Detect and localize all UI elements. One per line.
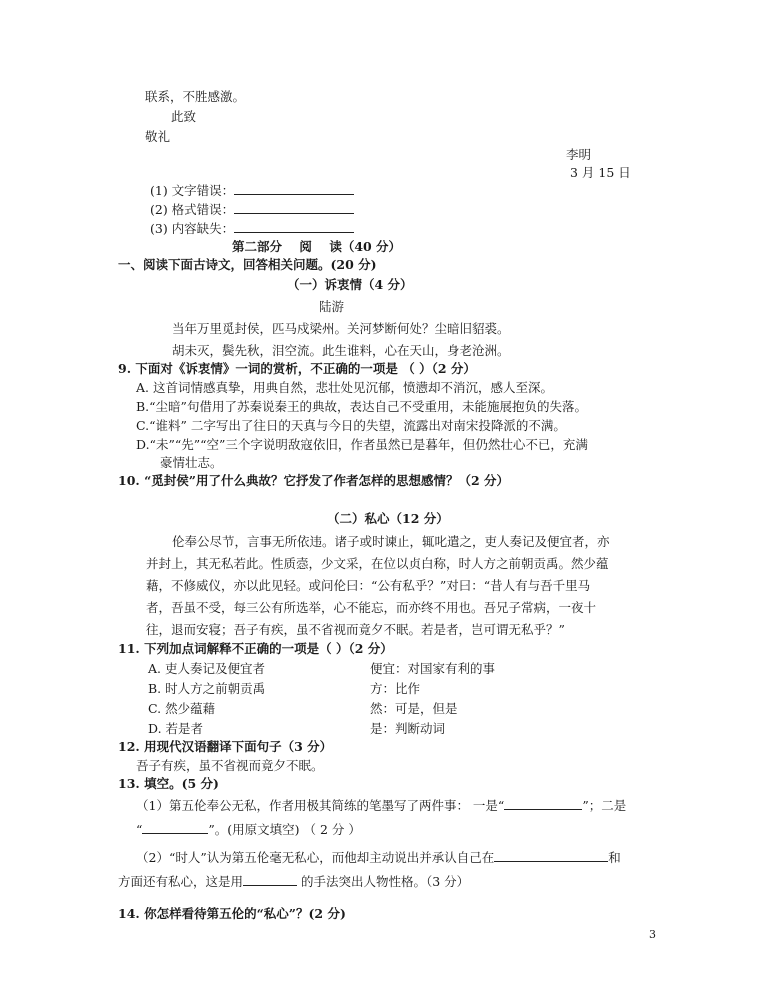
q11-option-word: A. 吏人奏记及便宜者 (148, 661, 265, 676)
q11-option-word: B. 时人方之前朝贡禹 (148, 681, 266, 696)
q9-option-d-cont: 豪情壮志。 (160, 455, 223, 470)
error-item: (3) 内容缺失： (150, 220, 354, 238)
answer-blank (494, 849, 608, 862)
prose-title: （二）私心（12 分） (327, 511, 449, 526)
answer-blank (243, 873, 297, 886)
q13-stem: 13. 填空。(5 分) (118, 776, 219, 791)
answer-blank (234, 220, 354, 233)
prose-line: 伦奉公尽节，言事无所依违。诸子或时谏止，辄叱遣之，吏人奏记及便宜者，亦 (172, 534, 610, 549)
part2-title: 第二部分 阅 读（40 分） (232, 239, 402, 254)
q11-option-word: C. 然少蕴藉 (148, 701, 216, 716)
error-item: (1) 文字错误： (150, 182, 354, 200)
q11-stem: 11. 下列加点词解释不正确的一项是（ ）（2 分） (118, 641, 393, 656)
letter-signer: 李明 (566, 147, 592, 162)
q11-option-gloss: 然：可是，但是 (370, 701, 458, 716)
q12-sentence: 吾子有疾，虽不省视而竟夕不眠。 (136, 758, 324, 773)
answer-blank (234, 182, 354, 195)
poem-title: （一）诉衷情（4 分） (287, 277, 413, 292)
q11-option-gloss: 便宜：对国家有利的事 (370, 661, 496, 676)
letter-jingli: 敬礼 (145, 129, 171, 144)
q14-stem: 14. 你怎样看待第五伦的“私心”？(2 分) (118, 906, 346, 921)
q13-part1-line: “ ”。(用原文填空) （ 2 分 ） (136, 822, 361, 837)
q13-part2-line: （2）“时人”认为第五伦毫无私心，而他却主动说出并承认自己在 和 (136, 850, 621, 865)
answer-blank (142, 821, 208, 834)
poem-author: 陆游 (319, 299, 345, 314)
q11-option-word: D. 若是者 (148, 721, 204, 736)
prose-line: 并封上，其无私若此。性质悫，少文采，在位以贞白称，时人方之前朝贡禹。然少蕴 (146, 556, 609, 571)
prose-line: 藉，不修威仪，亦以此见轻。或问伦曰：“公有私乎？”对曰：“昔人有与吾千里马 (146, 578, 591, 593)
letter-cizhi: 此致 (171, 109, 197, 124)
page-number: 3 (649, 928, 656, 941)
q9-stem: 9. 下面对《诉衷情》一词的赏析，不正确的一项是 （ ）（2 分） (118, 361, 476, 376)
error-item: (2) 格式错误： (150, 201, 354, 219)
q10-stem: 10. “觅封侯”用了什么典故？它抒发了作者怎样的思想感情？（2 分） (118, 473, 510, 488)
prose-line: 往，退而安寝；吾子有疾，虽不省视而竟夕不眠。若是者，岂可谓无私乎？” (146, 622, 565, 637)
answer-blank (504, 797, 582, 810)
section1-title: 一、阅读下面古诗文，回答相关问题。(20 分) (118, 257, 377, 272)
q11-option-gloss: 方：比作 (370, 681, 421, 696)
prose-line: 者，吾虽不受，每三公有所选举，心不能忘，而亦终不用也。吾兄子常病，一夜十 (146, 600, 597, 615)
q9-option-d: D.“未”“先”“空”三个字说明敌寇依旧，作者虽然已是暮年，但仍然壮心不已，充满 (136, 437, 588, 452)
q13-part2-line: 方面还有私心，这是用 的手法突出人物性格。（3 分） (118, 874, 470, 889)
q12-stem: 12. 用现代汉语翻译下面句子（3 分） (118, 739, 333, 754)
answer-blank (234, 201, 354, 214)
q9-option-b: B.“尘暗”句借用了苏秦说秦王的典故，表达自己不受重用，未能施展抱负的失落。 (136, 399, 587, 414)
q11-option-gloss: 是：判断动词 (370, 721, 446, 736)
poem-line: 胡未灭，鬓先秋，泪空流。此生谁料，心在天山，身老沧洲。 (172, 343, 510, 358)
letter-line: 联系，不胜感激。 (145, 89, 246, 104)
q9-option-c: C.“谁料” 二字写出了往日的天真与今日的失望，流露出对南宋投降派的不满。 (136, 418, 566, 433)
letter-date: 3 月 15 日 (570, 165, 631, 180)
q9-option-a: A. 这首词情感真挚，用典自然，悲壮处见沉郁，愤懑却不消沉，感人至深。 (136, 380, 553, 395)
poem-line: 当年万里觅封侯，匹马戍梁州。关河梦断何处？尘暗旧貂裘。 (172, 321, 510, 336)
q13-part1-line: （1）第五伦奉公无私，作者用极其简练的笔墨写了两件事： 一是“ ”；二是 (136, 798, 627, 813)
